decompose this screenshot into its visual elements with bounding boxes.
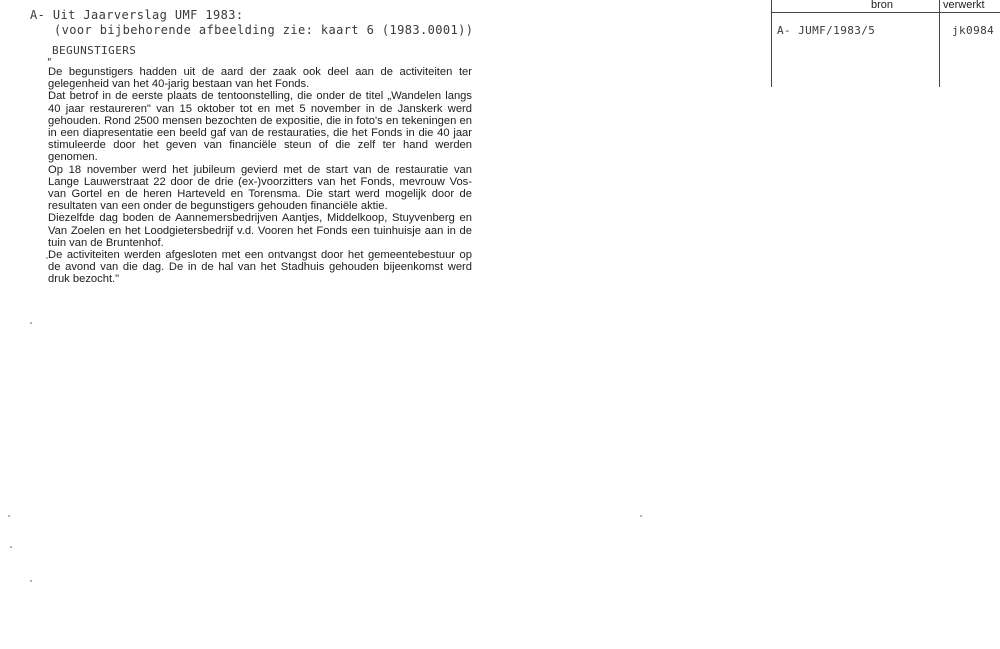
paragraph-4: Diezelfde dag boden de Aannemersbedrijven Aantjes, Middelkoop, Stuyvenberg en Van Zoelen en het Loodgietersbedrijf v.d. Vooren het Fonds een tuinhuisje aan in de tuin van de Bruntenhof. <box>48 212 472 249</box>
paragraph-1: De begunstigers hadden uit de aard der zaak ook deel aan de activiteiten ter gelegenheid van het 40-jarig bestaan van het Fonds. <box>48 66 472 91</box>
opening-quote-mark: " <box>47 57 52 68</box>
paragraph-3: Op 18 november werd het jubileum gevierd met de start van de restauratie van Lange Lauwerstraat 22 door de drie (ex-)voorzitters van het Fonds, mevrouw Vos-van Gortel en de heren Harteveld en Torensma. Die start werd mogelijk door de resultaten van een onder de begunstigers gehouden financiële aktie. <box>48 163 472 213</box>
body-text <box>48 66 472 286</box>
scan-speck <box>8 515 10 517</box>
scan-speck <box>10 546 12 548</box>
paragraph-2: Dat betrof in de eerste plaats de tentoonstelling, die onder de titel „Wandelen langs 40 jaar restaureren" van 15 oktober tot en met 5 november in de Janskerk werd gehouden. Rond 2500 mensen bezochten de expositie, die in foto's en tekeningen en in een diapresentatie een beeld gaf van de restauraties, die het Fonds in die 40 jaar stimuleerde door het geven van financiële steun of die zelf ter hand werden genomen. <box>48 90 472 164</box>
scan-speck <box>640 515 642 517</box>
scan-speck <box>46 257 48 259</box>
source-reference: A- JUMF/1983/5 <box>777 24 876 37</box>
index-card-box <box>771 0 1000 87</box>
header-source-line: A- Uit Jaarverslag UMF 1983: <box>30 8 244 22</box>
processed-code: jk0984 <box>952 24 995 37</box>
section-title: BEGUNSTIGERS <box>52 44 137 57</box>
header-reference-line: (voor bijbehorende afbeelding zie: kaart 6 (1983.0001)) <box>54 23 474 37</box>
card-column-divider <box>939 0 940 87</box>
column-header-bron: bron <box>871 0 894 11</box>
paragraph-5: De activiteiten werden afgesloten met een ontvangst door het gemeentebestuur op de avond van die dag. De in de hal van het Stadhuis gehouden bijeenkomst werd druk bezocht." <box>48 249 472 286</box>
column-header-verwerkt: verwerkt <box>943 0 985 11</box>
scan-speck <box>30 580 32 582</box>
card-left-border <box>771 0 772 87</box>
card-header-rule <box>771 12 1000 13</box>
scan-speck <box>30 322 32 324</box>
